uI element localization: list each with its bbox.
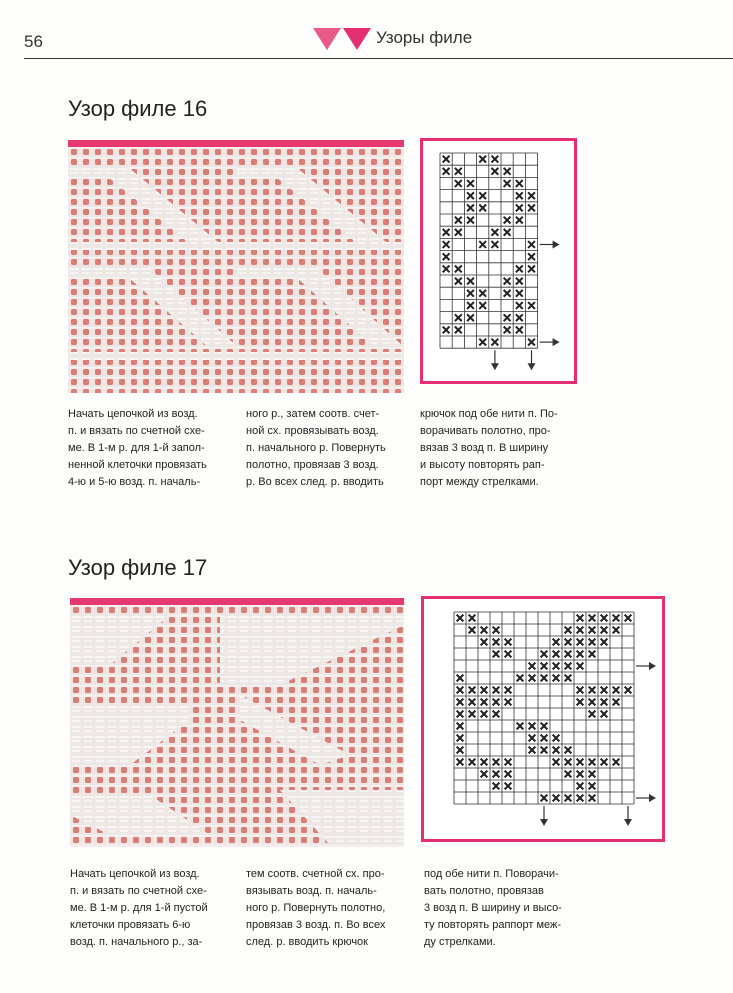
filled-cell-cross bbox=[553, 735, 560, 742]
chart-grid bbox=[454, 612, 634, 804]
filled-cell-cross bbox=[528, 192, 535, 199]
filled-cell-cross bbox=[577, 615, 584, 622]
pattern-title-16: Узор филе 16 bbox=[68, 96, 208, 121]
filled-cell-cross bbox=[613, 759, 620, 766]
filled-cell-cross bbox=[479, 192, 486, 199]
crochet-swatch-image bbox=[68, 147, 404, 393]
filled-cell-cross bbox=[589, 711, 596, 718]
filled-cell-cross bbox=[457, 687, 464, 694]
instruction-line: тем соотв. счетной сх. про- bbox=[246, 868, 385, 880]
filled-cell-cross bbox=[455, 278, 462, 285]
repeat-arrow-down-icon bbox=[491, 350, 499, 370]
filled-cell-cross bbox=[528, 265, 535, 272]
filled-cell-cross bbox=[493, 687, 500, 694]
filled-cell-cross bbox=[541, 663, 548, 670]
repeat-arrow-down-icon bbox=[624, 806, 632, 826]
filled-cell-cross bbox=[517, 675, 524, 682]
filled-cell-cross bbox=[457, 747, 464, 754]
filled-cell-cross bbox=[457, 615, 464, 622]
filled-cell-cross bbox=[516, 217, 523, 224]
filled-cell-cross bbox=[553, 759, 560, 766]
filled-cell-cross bbox=[565, 795, 572, 802]
filled-cell-cross bbox=[505, 651, 512, 658]
filled-cell-cross bbox=[493, 771, 500, 778]
instruction-line: п. и вязать по счетной схе- bbox=[68, 425, 205, 437]
filled-cell-cross bbox=[529, 723, 536, 730]
filled-cell-cross bbox=[491, 339, 498, 346]
filled-cell-cross bbox=[601, 759, 608, 766]
filled-cell-cross bbox=[455, 314, 462, 321]
filled-cell-cross bbox=[443, 156, 450, 163]
instruction-line: крючок под обе нити п. По- bbox=[420, 408, 558, 420]
instruction-line: 4-ю и 5-ю возд. п. началь- bbox=[68, 476, 201, 488]
crochet-swatch-image bbox=[70, 605, 404, 847]
filled-cell-cross bbox=[565, 675, 572, 682]
filled-cell-cross bbox=[443, 265, 450, 272]
section-title: Узоры филе bbox=[376, 28, 473, 47]
filled-cell-cross bbox=[601, 615, 608, 622]
filled-cell-cross bbox=[481, 699, 488, 706]
filled-cell-cross bbox=[505, 687, 512, 694]
filled-cell-cross bbox=[553, 639, 560, 646]
filled-cell-cross bbox=[516, 302, 523, 309]
filled-cell-cross bbox=[479, 241, 486, 248]
filled-cell-cross bbox=[504, 314, 511, 321]
chart-frame-16 bbox=[420, 138, 577, 384]
pattern-photo-17 bbox=[70, 598, 404, 847]
repeat-arrow-right-icon bbox=[540, 241, 560, 249]
filled-cell-cross bbox=[467, 204, 474, 211]
filet-chart-17 bbox=[424, 599, 662, 839]
filled-cell-cross bbox=[455, 217, 462, 224]
filled-cell-cross bbox=[541, 747, 548, 754]
instruction-line: п. и вязать по счетной схе- bbox=[70, 885, 207, 897]
filled-cell-cross bbox=[577, 771, 584, 778]
filled-cell-cross bbox=[565, 639, 572, 646]
filled-cell-cross bbox=[479, 290, 486, 297]
filled-cell-cross bbox=[443, 241, 450, 248]
instruction-line: вать полотно, провязав bbox=[424, 885, 544, 897]
filled-cell-cross bbox=[457, 735, 464, 742]
filled-cell-cross bbox=[469, 687, 476, 694]
filled-cell-cross bbox=[455, 168, 462, 175]
filled-cell-cross bbox=[493, 639, 500, 646]
photo-edge-band bbox=[68, 140, 404, 147]
filled-cell-cross bbox=[613, 699, 620, 706]
pattern-title-17: Узор филе 17 bbox=[68, 555, 208, 580]
filled-cell-cross bbox=[469, 627, 476, 634]
filled-cell-cross bbox=[505, 771, 512, 778]
instruction-line: порт между стрелками. bbox=[420, 476, 539, 488]
instruction-line: под обе нити п. Поворачи- bbox=[424, 868, 559, 880]
filled-cell-cross bbox=[479, 204, 486, 211]
filled-cell-cross bbox=[457, 759, 464, 766]
filled-cell-cross bbox=[565, 651, 572, 658]
filled-cell-cross bbox=[565, 771, 572, 778]
instruction-line: ного р. Повернуть полотно, bbox=[246, 902, 386, 914]
filled-cell-cross bbox=[493, 783, 500, 790]
filled-cell-cross bbox=[565, 627, 572, 634]
filled-cell-cross bbox=[577, 651, 584, 658]
filled-cell-cross bbox=[481, 759, 488, 766]
filled-cell-cross bbox=[565, 759, 572, 766]
filled-cell-cross bbox=[505, 699, 512, 706]
instruction-line: р. Во всех след. р. вводить bbox=[246, 476, 384, 488]
filled-cell-cross bbox=[589, 699, 596, 706]
filled-cell-cross bbox=[516, 204, 523, 211]
instruction-line: вязывать возд. п. началь- bbox=[246, 885, 377, 897]
filled-cell-cross bbox=[481, 687, 488, 694]
filled-cell-cross bbox=[565, 663, 572, 670]
filled-cell-cross bbox=[443, 168, 450, 175]
filled-cell-cross bbox=[516, 290, 523, 297]
filled-cell-cross bbox=[541, 651, 548, 658]
filled-cell-cross bbox=[601, 639, 608, 646]
filled-cell-cross bbox=[516, 314, 523, 321]
filled-cell-cross bbox=[577, 783, 584, 790]
instruction-line: возд. п. начального р., за- bbox=[70, 936, 203, 948]
filled-cell-cross bbox=[589, 795, 596, 802]
filled-cell-cross bbox=[443, 326, 450, 333]
filled-cell-cross bbox=[529, 747, 536, 754]
filled-cell-cross bbox=[504, 180, 511, 187]
filled-cell-cross bbox=[516, 180, 523, 187]
photo-edge-band bbox=[70, 598, 404, 605]
filled-cell-cross bbox=[589, 687, 596, 694]
filled-cell-cross bbox=[516, 278, 523, 285]
filled-cell-cross bbox=[455, 326, 462, 333]
instruction-line: ме. В 1-м р. для 1-й запол- bbox=[68, 442, 205, 454]
instruction-line: ненной клеточки провязать bbox=[68, 459, 207, 471]
filled-cell-cross bbox=[577, 663, 584, 670]
instruction-line: полотно, провязав 3 возд. bbox=[246, 459, 379, 471]
filled-cell-cross bbox=[577, 687, 584, 694]
instruction-line: след. р. вводить крючок bbox=[246, 936, 368, 948]
filled-cell-cross bbox=[504, 168, 511, 175]
filled-cell-cross bbox=[504, 290, 511, 297]
filled-cell-cross bbox=[589, 759, 596, 766]
filled-cell-cross bbox=[479, 339, 486, 346]
instructions-17-col3 bbox=[424, 866, 562, 951]
filled-cell-cross bbox=[589, 783, 596, 790]
filled-cell-cross bbox=[577, 699, 584, 706]
filled-cell-cross bbox=[505, 639, 512, 646]
instruction-line: п. начального р. Повернуть bbox=[246, 442, 386, 454]
filled-cell-cross bbox=[589, 771, 596, 778]
filled-cell-cross bbox=[601, 627, 608, 634]
filled-cell-cross bbox=[553, 651, 560, 658]
instruction-line: вязав 3 возд п. В ширину bbox=[420, 442, 549, 454]
filled-cell-cross bbox=[457, 675, 464, 682]
repeat-arrow-right-icon bbox=[636, 662, 656, 670]
filled-cell-cross bbox=[505, 759, 512, 766]
instruction-line: и высоту повторять рап- bbox=[420, 459, 545, 471]
filled-cell-cross bbox=[479, 156, 486, 163]
filled-cell-cross bbox=[467, 302, 474, 309]
instruction-line: Начать цепочкой из возд. bbox=[70, 868, 200, 880]
filled-cell-cross bbox=[541, 795, 548, 802]
filled-cell-cross bbox=[613, 687, 620, 694]
filled-cell-cross bbox=[565, 747, 572, 754]
filled-cell-cross bbox=[589, 639, 596, 646]
filled-cell-cross bbox=[491, 156, 498, 163]
filled-cell-cross bbox=[469, 615, 476, 622]
filled-cell-cross bbox=[529, 735, 536, 742]
filled-cell-cross bbox=[479, 302, 486, 309]
filled-cell-cross bbox=[493, 699, 500, 706]
chart-grid bbox=[440, 153, 538, 348]
instruction-line: ту повторять раппорт меж- bbox=[424, 919, 562, 931]
instruction-line: ного р., затем соотв. счет- bbox=[246, 408, 380, 420]
filled-cell-cross bbox=[601, 711, 608, 718]
filled-cell-cross bbox=[467, 290, 474, 297]
filled-cell-cross bbox=[457, 723, 464, 730]
repeat-arrow-down-icon bbox=[540, 806, 548, 826]
repeat-arrow-down-icon bbox=[528, 350, 536, 370]
filled-cell-cross bbox=[577, 795, 584, 802]
page-number: 56 bbox=[24, 32, 43, 51]
filled-cell-cross bbox=[528, 204, 535, 211]
filled-cell-cross bbox=[457, 711, 464, 718]
filled-cell-cross bbox=[469, 759, 476, 766]
instruction-line: Начать цепочкой из возд. bbox=[68, 408, 198, 420]
filled-cell-cross bbox=[589, 627, 596, 634]
chart-frame-17 bbox=[421, 596, 665, 842]
filled-cell-cross bbox=[625, 615, 632, 622]
filled-cell-cross bbox=[491, 241, 498, 248]
filled-cell-cross bbox=[553, 747, 560, 754]
filled-cell-cross bbox=[528, 241, 535, 248]
filled-cell-cross bbox=[467, 314, 474, 321]
filled-cell-cross bbox=[457, 699, 464, 706]
filled-cell-cross bbox=[469, 711, 476, 718]
header-rule bbox=[24, 58, 733, 59]
filled-cell-cross bbox=[481, 639, 488, 646]
filled-cell-cross bbox=[481, 627, 488, 634]
filled-cell-cross bbox=[455, 229, 462, 236]
instructions-16-col2 bbox=[246, 406, 386, 491]
filled-cell-cross bbox=[529, 663, 536, 670]
filled-cell-cross bbox=[541, 735, 548, 742]
filled-cell-cross bbox=[493, 759, 500, 766]
filled-cell-cross bbox=[601, 699, 608, 706]
filled-cell-cross bbox=[467, 192, 474, 199]
filled-cell-cross bbox=[577, 759, 584, 766]
filled-cell-cross bbox=[528, 302, 535, 309]
filled-cell-cross bbox=[455, 265, 462, 272]
filled-cell-cross bbox=[443, 253, 450, 260]
filled-cell-cross bbox=[493, 651, 500, 658]
instruction-line: ворачивать полотно, про- bbox=[420, 425, 551, 437]
filled-cell-cross bbox=[589, 651, 596, 658]
filled-cell-cross bbox=[541, 675, 548, 682]
filled-cell-cross bbox=[577, 627, 584, 634]
instruction-line: провязав 3 возд. п. Во всех bbox=[246, 919, 386, 931]
section-chevrons-icon bbox=[313, 26, 373, 52]
filled-cell-cross bbox=[516, 326, 523, 333]
filled-cell-cross bbox=[467, 217, 474, 224]
instructions-17-col1 bbox=[70, 866, 208, 951]
filled-cell-cross bbox=[528, 339, 535, 346]
instruction-line: ной сх. провязывать возд. bbox=[246, 425, 379, 437]
instruction-line: ду стрелками. bbox=[424, 936, 496, 948]
filled-cell-cross bbox=[504, 217, 511, 224]
filled-cell-cross bbox=[577, 639, 584, 646]
filled-cell-cross bbox=[601, 687, 608, 694]
filled-cell-cross bbox=[553, 795, 560, 802]
filled-cell-cross bbox=[553, 675, 560, 682]
filled-cell-cross bbox=[541, 723, 548, 730]
filled-cell-cross bbox=[625, 687, 632, 694]
filled-cell-cross bbox=[516, 265, 523, 272]
pattern-photo-16 bbox=[68, 140, 404, 393]
filled-cell-cross bbox=[481, 771, 488, 778]
filled-cell-cross bbox=[613, 615, 620, 622]
filled-cell-cross bbox=[443, 229, 450, 236]
filled-cell-cross bbox=[505, 783, 512, 790]
filled-cell-cross bbox=[491, 168, 498, 175]
filled-cell-cross bbox=[504, 229, 511, 236]
instructions-16-col1 bbox=[68, 406, 207, 491]
filled-cell-cross bbox=[517, 723, 524, 730]
filled-cell-cross bbox=[528, 253, 535, 260]
instructions-17-col2 bbox=[246, 866, 385, 951]
filled-cell-cross bbox=[481, 711, 488, 718]
instruction-line: клеточки провязать 6-ю bbox=[70, 919, 191, 931]
repeat-arrow-right-icon bbox=[540, 338, 560, 346]
filled-cell-cross bbox=[493, 711, 500, 718]
filled-cell-cross bbox=[467, 180, 474, 187]
filled-cell-cross bbox=[589, 615, 596, 622]
filet-chart-16 bbox=[423, 141, 574, 381]
instruction-line: 3 возд п. В ширину и высо- bbox=[424, 902, 562, 914]
filled-cell-cross bbox=[613, 627, 620, 634]
filled-cell-cross bbox=[504, 278, 511, 285]
filled-cell-cross bbox=[469, 699, 476, 706]
instruction-line: ме. В 1-м р. для 1-й пустой bbox=[70, 902, 208, 914]
filled-cell-cross bbox=[516, 192, 523, 199]
filled-cell-cross bbox=[467, 278, 474, 285]
filled-cell-cross bbox=[493, 627, 500, 634]
filled-cell-cross bbox=[529, 675, 536, 682]
filled-cell-cross bbox=[491, 229, 498, 236]
filled-cell-cross bbox=[504, 326, 511, 333]
instructions-16-col3 bbox=[420, 406, 558, 491]
filled-cell-cross bbox=[553, 663, 560, 670]
repeat-arrow-right-icon bbox=[636, 794, 656, 802]
filled-cell-cross bbox=[455, 180, 462, 187]
